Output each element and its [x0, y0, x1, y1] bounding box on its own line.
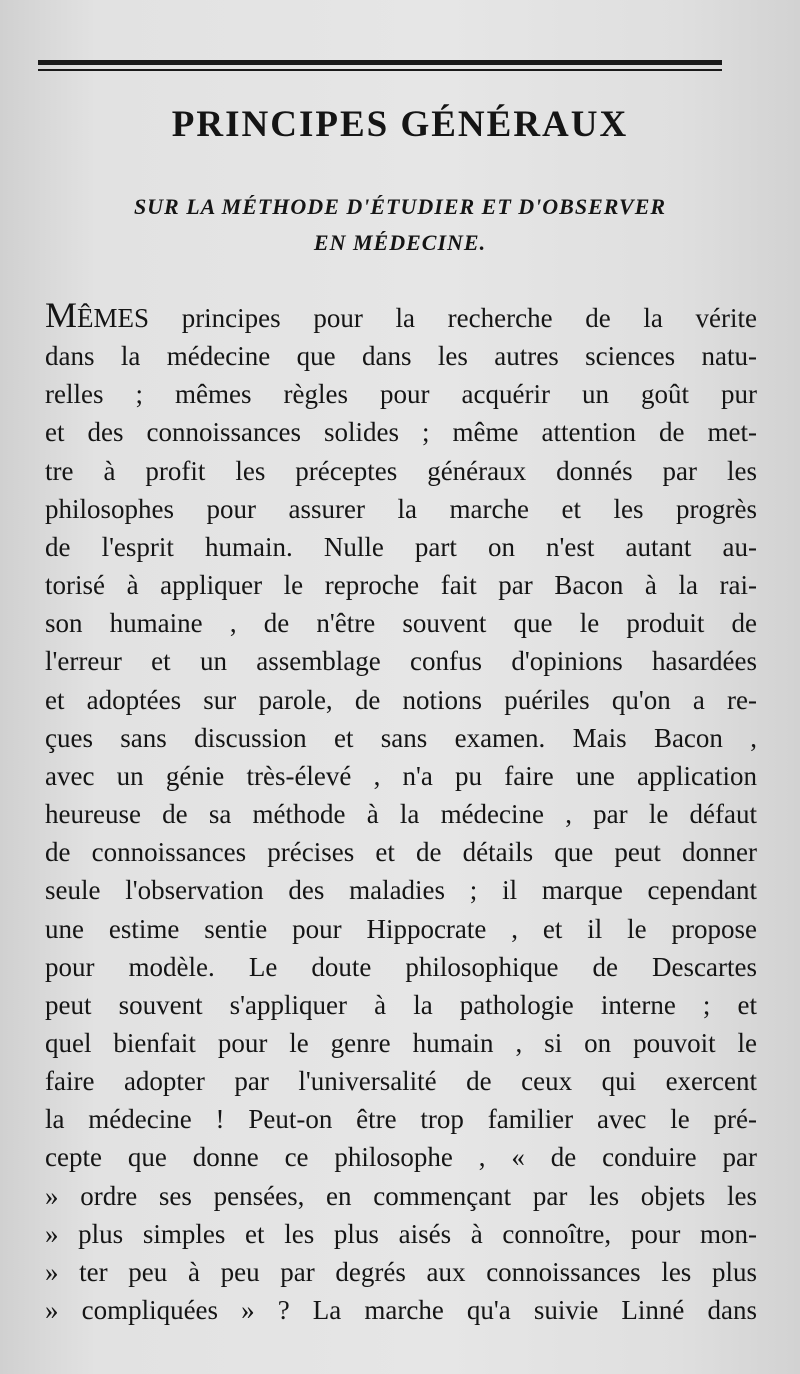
body-line: heureuse de sa méthode à la médecine , par le défaut [45, 799, 757, 830]
body-line: tre à profit les préceptes généraux donnés par les [45, 455, 757, 486]
body-line-1-text: ÊMES principes pour la recherche de la vérite [77, 303, 757, 333]
drop-cap: M [45, 295, 78, 335]
body-line: pour modèle. Le doute philosophique de Descartes [45, 951, 757, 982]
body-line: faire adopter par l'universalité de ceux qui exercent [45, 1066, 757, 1097]
body-line-1 [45, 296, 757, 337]
body-line: cepte que donne ce philosophe , « de conduire par [45, 1142, 757, 1173]
body-line: » ter peu à peu par degrés aux connoissances les plus [45, 1256, 757, 1287]
body-line: et adoptées sur parole, de notions puériles qu'on a re- [45, 684, 757, 715]
body-line: philosophes pour assurer la marche et les progrès [45, 493, 757, 524]
body-line: avec un génie très-élevé , n'a pu faire une application [45, 760, 757, 791]
body-line: peut souvent s'appliquer à la pathologie interne ; et [45, 989, 757, 1020]
body-line: relles ; mêmes règles pour acquérir un goût pur [45, 379, 757, 410]
body-line: et des connoissances solides ; même attention de met- [45, 417, 757, 448]
body-line: de l'esprit humain. Nulle part on n'est autant au- [45, 531, 757, 562]
chapter-subtitle-line-2: EN MÉDECINE. [313, 230, 487, 255]
chapter-subtitle-line-1: SUR LA MÉTHODE D'ÉTUDIER ET D'OBSERVER [133, 194, 667, 219]
body-line: l'erreur et un assemblage confus d'opinions hasardées [45, 646, 757, 677]
body-line: çues sans discussion et sans examen. Mais Bacon , [45, 722, 757, 753]
body-line: » ordre ses pensées, en commençant par les objets les [45, 1180, 757, 1211]
body-line: » compliquées » ? La marche qu'a suivie Linné dans [45, 1295, 757, 1326]
body-line: dans la médecine que dans les autres sciences natu- [45, 341, 757, 372]
body-text [45, 296, 757, 1329]
body-line: seule l'observation des maladies ; il marque cependant [45, 875, 757, 906]
body-line: une estime sentie pour Hippocrate , et il le propose [45, 913, 757, 944]
body-line: de connoissances précises et de détails que peut donner [45, 837, 757, 868]
body-line: quel bienfait pour le genre humain , si on pouvoit le [45, 1027, 757, 1058]
body-line: torisé à appliquer le reproche fait par Bacon à la rai- [45, 570, 757, 601]
header-rule-thin [38, 69, 722, 71]
body-line: son humaine , de n'être souvent que le produit de [45, 608, 757, 639]
chapter-title: PRINCIPES GÉNÉRAUX [171, 104, 629, 145]
body-line: la médecine ! Peut-on être trop familier avec le pré- [45, 1104, 757, 1135]
body-line: » plus simples et les plus aisés à connoître, pour mon- [45, 1218, 757, 1249]
header-rule-thick [38, 60, 722, 65]
